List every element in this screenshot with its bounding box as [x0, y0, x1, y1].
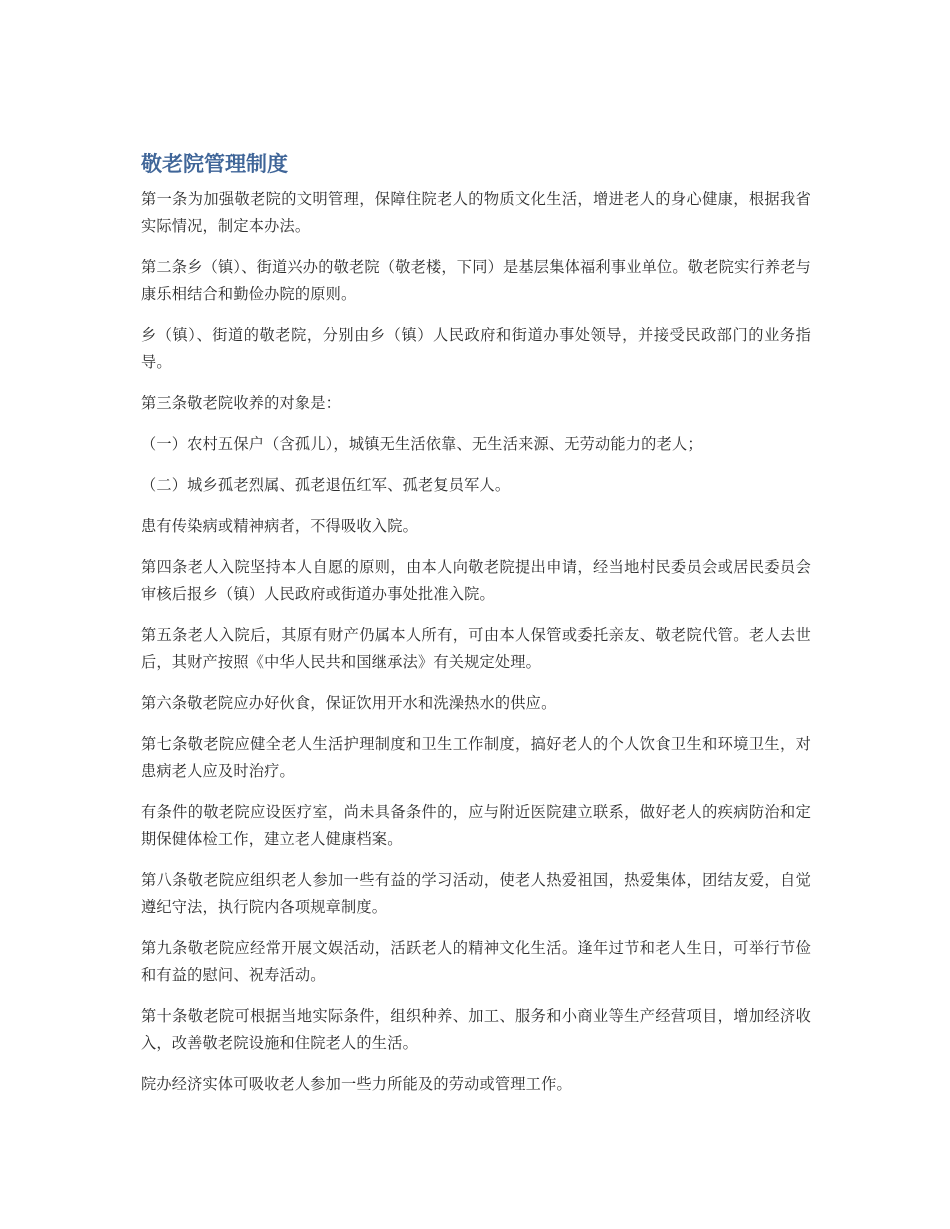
- paragraph-article-3-item-2: （二）城乡孤老烈属、孤老退伍红军、孤老复员军人。: [141, 476, 511, 494]
- paragraph-article-8: 第八条敬老院应组织老人参加一些有益的学习活动，使老人热爱祖国，热爱集体，团结友爱，自觉遵纪守法，执行院内各项规章制度。: [141, 871, 811, 916]
- paragraph-article-10-detail: 院办经济实体可吸收老人参加一些力所能及的劳动或管理工作。: [141, 1075, 572, 1093]
- paragraph-article-1: 第一条为加强敬老院的文明管理，保障住院老人的物质文化生活，增进老人的身心健康，根据我省实际情况，制定本办法。: [141, 190, 811, 235]
- paragraph-article-3: 第三条敬老院收养的对象是：: [141, 394, 342, 412]
- paragraph-article-7-detail: 有条件的敬老院应设医疗室，尚未具备条件的，应与附近医院建立联系，做好老人的疾病防治和定期保健体检工作，建立老人健康档案。: [141, 803, 811, 848]
- paragraph-article-3-exclusion: 患有传染病或精神病者，不得吸收入院。: [141, 517, 418, 535]
- paragraph-article-3-item-1: （一）农村五保户（含孤儿），城镇无生活依靠、无生活来源、无劳动能力的老人；: [141, 435, 703, 453]
- document-title: 敬老院管理制度: [141, 152, 288, 176]
- paragraph-article-6: 第六条敬老院应办好伙食，保证饮用开水和洗澡热水的供应。: [141, 694, 557, 712]
- paragraph-article-5: 第五条老人入院后，其原有财产仍属本人所有，可由本人保管或委托亲友、敬老院代管。老人去世后，其财产按照《中华人民共和国继承法》有关规定处理。: [141, 626, 811, 671]
- paragraph-article-7: 第七条敬老院应健全老人生活护理制度和卫生工作制度，搞好老人的个人饮食卫生和环境卫生，对患病老人应及时治疗。: [141, 735, 811, 780]
- paragraph-article-9: 第九条敬老院应经常开展文娱活动，活跃老人的精神文化生活。逢年过节和老人生日，可举行节俭和有益的慰问、祝寿活动。: [141, 939, 811, 984]
- paragraph-article-10: 第十条敬老院可根据当地实际条件，组织种养、加工、服务和小商业等生产经营项目，增加经济收入，改善敬老院设施和住院老人的生活。: [141, 1007, 811, 1052]
- paragraph-article-4: 第四条老人入院坚持本人自愿的原则，由本人向敬老院提出申请，经当地村民委员会或居民委员会审核后报乡（镇）人民政府或街道办事处批准入院。: [141, 558, 811, 603]
- paragraph-article-2: 第二条乡（镇）、街道兴办的敬老院（敬老楼，下同）是基层集体福利事业单位。敬老院实行养老与康乐相结合和勤俭办院的原则。: [141, 258, 811, 303]
- document-page: [141, 148, 811, 1112]
- paragraph-article-2-detail: 乡（镇）、街道的敬老院，分别由乡（镇）人民政府和街道办事处领导，并接受民政部门的业务指导。: [141, 326, 811, 371]
